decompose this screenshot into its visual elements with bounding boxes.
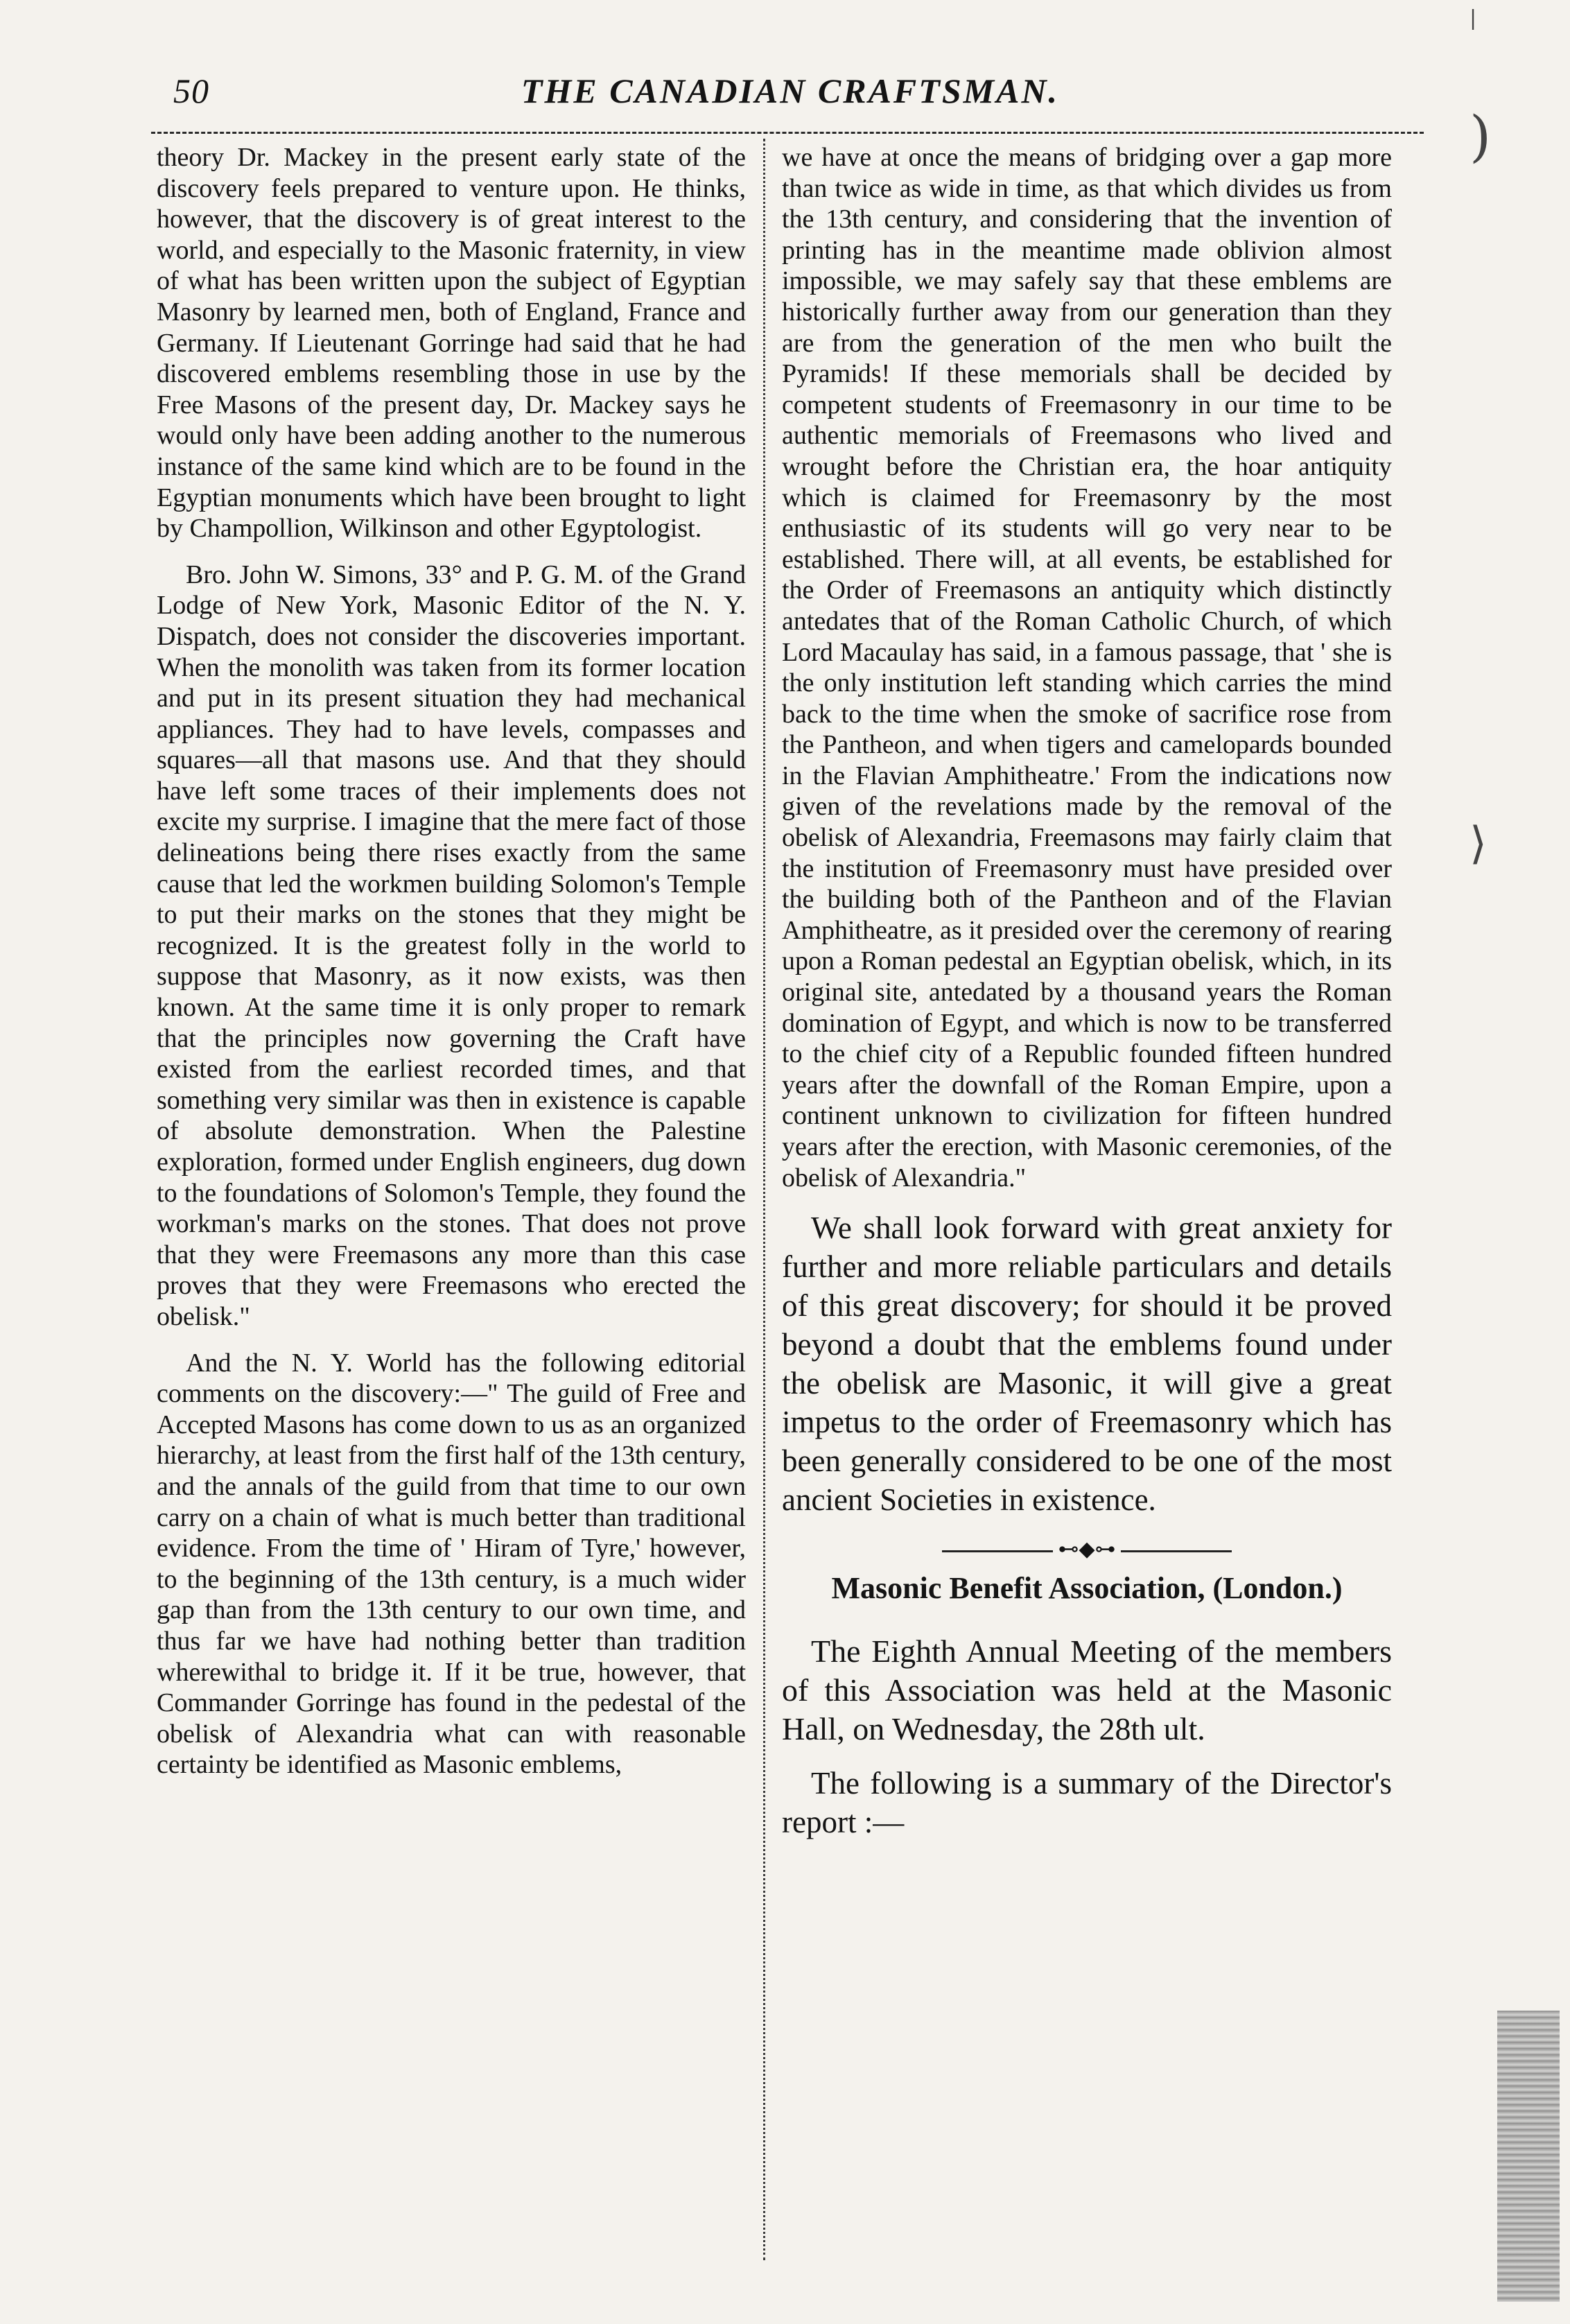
scan-edge-strip (1497, 2011, 1560, 2302)
right-paragraph-1: we have at once the means of bridging over a gap more than twice as wide in time, as that which divides us from the 13th century, and considering that the invention of printing has in the meantime made oblivion almost impossible, we may safely say that these emblems are historically further away from our generation than they are from the generation of the men who built the Pyramids! If these memorials shall be decided by competent students of Freemasonry in our time to be authentic memorials of Freemasons who lived and wrought before the Christian era, the hoar antiquity which is claimed for Freemasonry by the most enthusiastic of its students will go very near to be established. There will, at all events, be established for the Order of Freemasons an antiquity which distinctly antedates that of the Roman Catholic Church, of which Lord Macaulay has said, in a famous passage, that ' she is the only institution left standing which carries the mind back to the time when the smoke of sacrifice rose from the Pantheon, and when tigers and camelopards bounded in the Flavian Amphitheatre.' From the indications now given of the revelations made by the removal of the obelisk of Alexandria, Freemasons may fairly claim that the institution of Freemasonry must have presided over the building both of the Pantheon and of the Flavian Amphitheatre, as it presided over the ceremony of rearing upon a Roman pedestal an Egyptian obelisk, which, in its original site, antedated by a thousand years the Roman domination of Egypt, and which is now to be transferred to the chief city of a Republic founded fifteen hundred years after the downfall of the Roman Empire, upon a continent unknown to civilization for fifteen hundred years after the erection, with Masonic ceremonies, of the obelisk of Alexandria." (782, 143, 1392, 1193)
section-title: Masonic Benefit Association, (London.) (831, 1570, 1343, 1605)
margin-mark-bracket: ) (1469, 104, 1492, 168)
right-paragraph-2: We shall look forward with great anxiety for further and more reliable particulars and details of this great discovery; for should it be proved beyond a doubt that the emblems found under the obelisk are Masonic, it will give a great impetus to the order of Freemasonry which has been generally considered to be one of the most ancient Societies in existence. (782, 1211, 1392, 1518)
right-paragraph-4: The following is a summary of the Director's report :— (782, 1765, 1392, 1839)
ornament-rule-left (942, 1550, 1053, 1552)
page-number: 50 (173, 71, 209, 110)
margin-mark-middle: ⟩ (1469, 818, 1487, 869)
section-ornament (782, 1534, 1392, 1566)
margin-mark-top: | (1469, 6, 1477, 31)
right-column (782, 142, 1392, 1857)
right-paragraph-3: The Eighth Annual Meeting of the members of this Association was held at the Masonic Hall, on Wednesday, the 28th ult. (782, 1633, 1392, 1746)
column-divider (763, 139, 765, 2260)
left-paragraph-1: theory Dr. Mackey in the present early state of the discovery feels prepared to venture upon. He thinks, however, that the discovery is of great interest to the world, and especially to the Masonic fraternity, in view of what has been written upon the subject of Egyptian Masonry by learned men, both of England, France and Germany. If Lieutenant Gorringe had said that he had discovered emblems resembling those in use by the Free Masons of the present day, Dr. Mackey says he would only have been adding another to the numerous instance of the same kind which are to be found in the Egyptian monuments which have been brought to light by Champollion, Wilkinson and other Egyptologist. (157, 143, 746, 544)
ornament-rule-right (1121, 1550, 1232, 1552)
left-paragraph-2: Bro. John W. Simons, 33° and P. G. M. of the Grand Lodge of New York, Masonic Editor of the N. Y. Dispatch, does not consider the discoveries important. When the monolith was taken from its former location and put in its present situation they had mechanical appliances. They had to have levels, compasses and squares—all that masons use. And that they should have left some traces of their implements does not excite my surprise. I imagine that the mere fact of those delineations being there rises exactly from the same cause that led the workmen building Solomon's Temple to put their marks on the stones that they might be recognized. It is the greatest folly in the world to suppose that Masonry, as it now exists, was then known. At the same time it is only proper to remark that the principles now governing the Craft have existed from the earliest recorded times, and that something very similar was then in existence is capable of absolute demonstration. When the Palestine exploration, formed under English engineers, dug down to the foundations of Solomon's Temple, they found the workman's marks on the stones. That does not prove that they were Freemasons any more than this case proves that they were Freemasons who erected the obelisk." (157, 560, 746, 1331)
page-header (157, 69, 1424, 118)
header-rule (151, 132, 1424, 134)
ornament-glyph: ⊷◆⊶ (1058, 1538, 1116, 1561)
running-title: THE CANADIAN CRAFTSMAN. (521, 71, 1060, 110)
left-column (157, 142, 746, 1796)
left-paragraph-3: And the N. Y. World has the following editorial comments on the discovery:—" The guild of Free and Accepted Masons has come down to us as an organized hierarchy, at least from the first half of the 13th century, and the annals of the guild from that time to our own carry on a chain of what is much better than traditional evidence. From the time of ' Hiram of Tyre,' however, to the beginning of the 13th century, is a much wider gap than from the 13th century to our own time, and thus far we have had nothing better than tradition wherewithal to bridge it. If it be true, however, that Commander Gorringe has found in the pedestal of the obelisk of Alexandria what can with reasonable certainty be identified as Masonic emblems, (157, 1348, 746, 1780)
